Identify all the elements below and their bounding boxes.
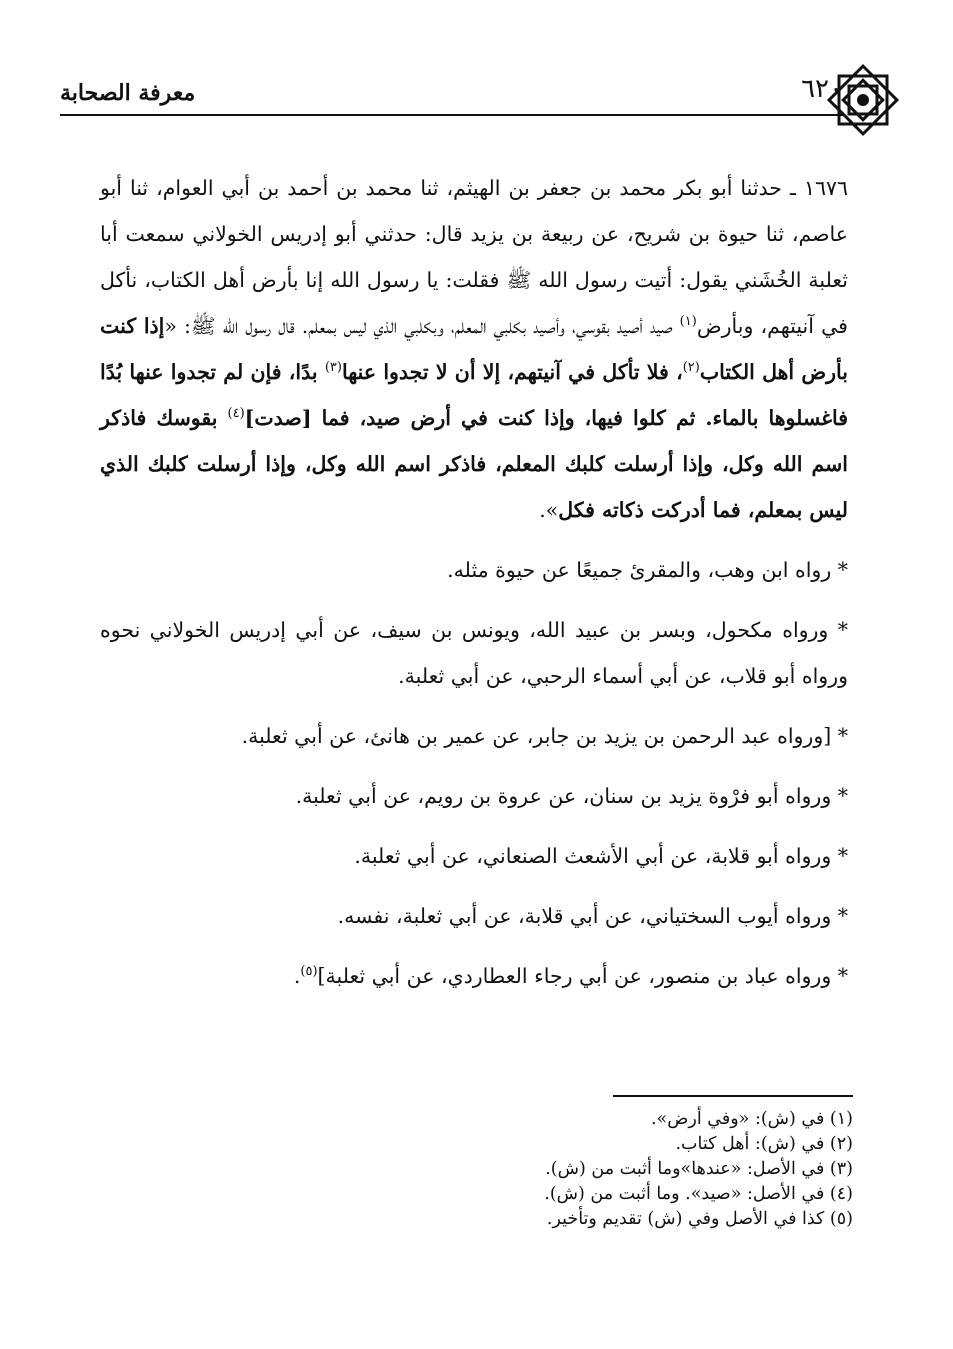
book-title: معرفة الصحابة [60,80,196,106]
narration: * ورواه أيوب السختياني، عن أبي قلابة، عن أبي ثعلبة، نفسه. [337,904,848,928]
footnote-4: (٤) في الأصل: «صيد». وما أثبت من (ش). [544,1184,853,1204]
footnote-5: (٥) كذا في الأصل وفي (ش) تقديم وتأخير. [546,1209,853,1229]
matn-text: بدًا، فإن لم تجدوا عنها بُدًا فاغسلوها بالماء. ثم كلوا فيها، وإذا كنت في أرض صيد، فما [صدت] [100,360,848,430]
narration: * ورواه مكحول، وبسر بن عبيد الله، ويونس بن سيف، عن أبي إدريس الخولاني نحوه ورواه أبو قلاب، عن أبي أسماء الرحبي، عن أبي ثعلبة. [100,618,848,688]
narration-last [100,953,848,999]
isnad-line: ١٦٧٦ ـ حدثنا أبو بكر محمد بن جعفر بن الهيثم، ثنا محمد بن أحمد بن أبي العوام، [156,176,848,200]
footnote-rule [613,1095,853,1097]
narration: * ورواه أبو قلابة، عن أبي الأشعث الصنعاني، عن أبي ثعلبة. [354,844,848,868]
footnote-1: (١) في (ش): «وفي أرض». [650,1109,853,1129]
page-header [60,74,843,120]
header-rule [60,114,843,116]
isnad-line: سمعت أبا ثعلبة الخُشَني يقول: أتيت رسول الله ﷺ فقلت: يا رسول الله إنا بأرض أهل [100,222,848,292]
isnad-line: الذي ليس بمعلم. قال رسول الله ﷺ: « [164,314,398,338]
footnote-ref-5[interactable]: (٥) [300,964,318,980]
isnad-line: ثنا أبو عاصم، ثنا حيوة بن شريح، عن ربيعة بن يزيد قال: حدثني أبو إدريس الخولاني [100,176,848,246]
narration: * ورواه أبو فرْوة يزيد بن سنان، عن عروة بن رويم، عن أبي ثعلبة. [295,784,848,808]
footnote-ref-1[interactable]: (١) [679,314,697,330]
narration: * رواه ابن وهب، والمقرئ جميعًا عن حيوة مثله. [447,558,848,582]
narration-end: . [293,964,301,988]
page-number: ٦٢٠ [801,74,843,104]
narration: * [ورواه عبد الرحمن بن يزيد بن جابر، عن عمير بن هانئ، عن أبي ثعلبة. [241,724,848,748]
octagonal-star-ornament-icon [825,62,901,138]
hadith-paragraph [100,165,848,533]
footnote-ref-3[interactable]: (٣) [324,360,342,376]
isnad-line: صيد أصيد بقوسي، وأصيد بكلبي المعلم، وبكلبي [404,314,673,338]
matn-text: بقوسك فاذكر اسم الله وكل، وإذا أرسلت كلبك المعلم، فاذكر اسم الله وكل، وإذا أرسلت كلبك الذي ليس بمعلم، فما أدركت ذكاته فكل [100,406,848,522]
matn-text: ، فلا تأكل في آنيتهم، إلا أن لا تجدوا عنها [341,360,683,384]
main-text [100,165,848,999]
footnote-ref-4[interactable]: (٤) [227,406,245,422]
isnad-line: الكتاب، نأكل في آنيتهم، وبأرض [100,268,848,338]
footnotes [400,1095,853,1232]
footnote-3: (٣) في الأصل: «عندها»وما أثبت من (ش). [545,1159,853,1179]
footnote-2: (٢) في (ش): أهل كتاب. [675,1134,853,1154]
footnote-ref-2[interactable]: (٢) [682,360,700,376]
matn-close: ». [539,498,559,522]
matn-text: إذا كنت بأرض أهل الكتاب [100,314,848,384]
narration-text: * ورواه عباد بن منصور، عن أبي رجاء العطاردي، عن أبي ثعلبة] [317,964,848,988]
